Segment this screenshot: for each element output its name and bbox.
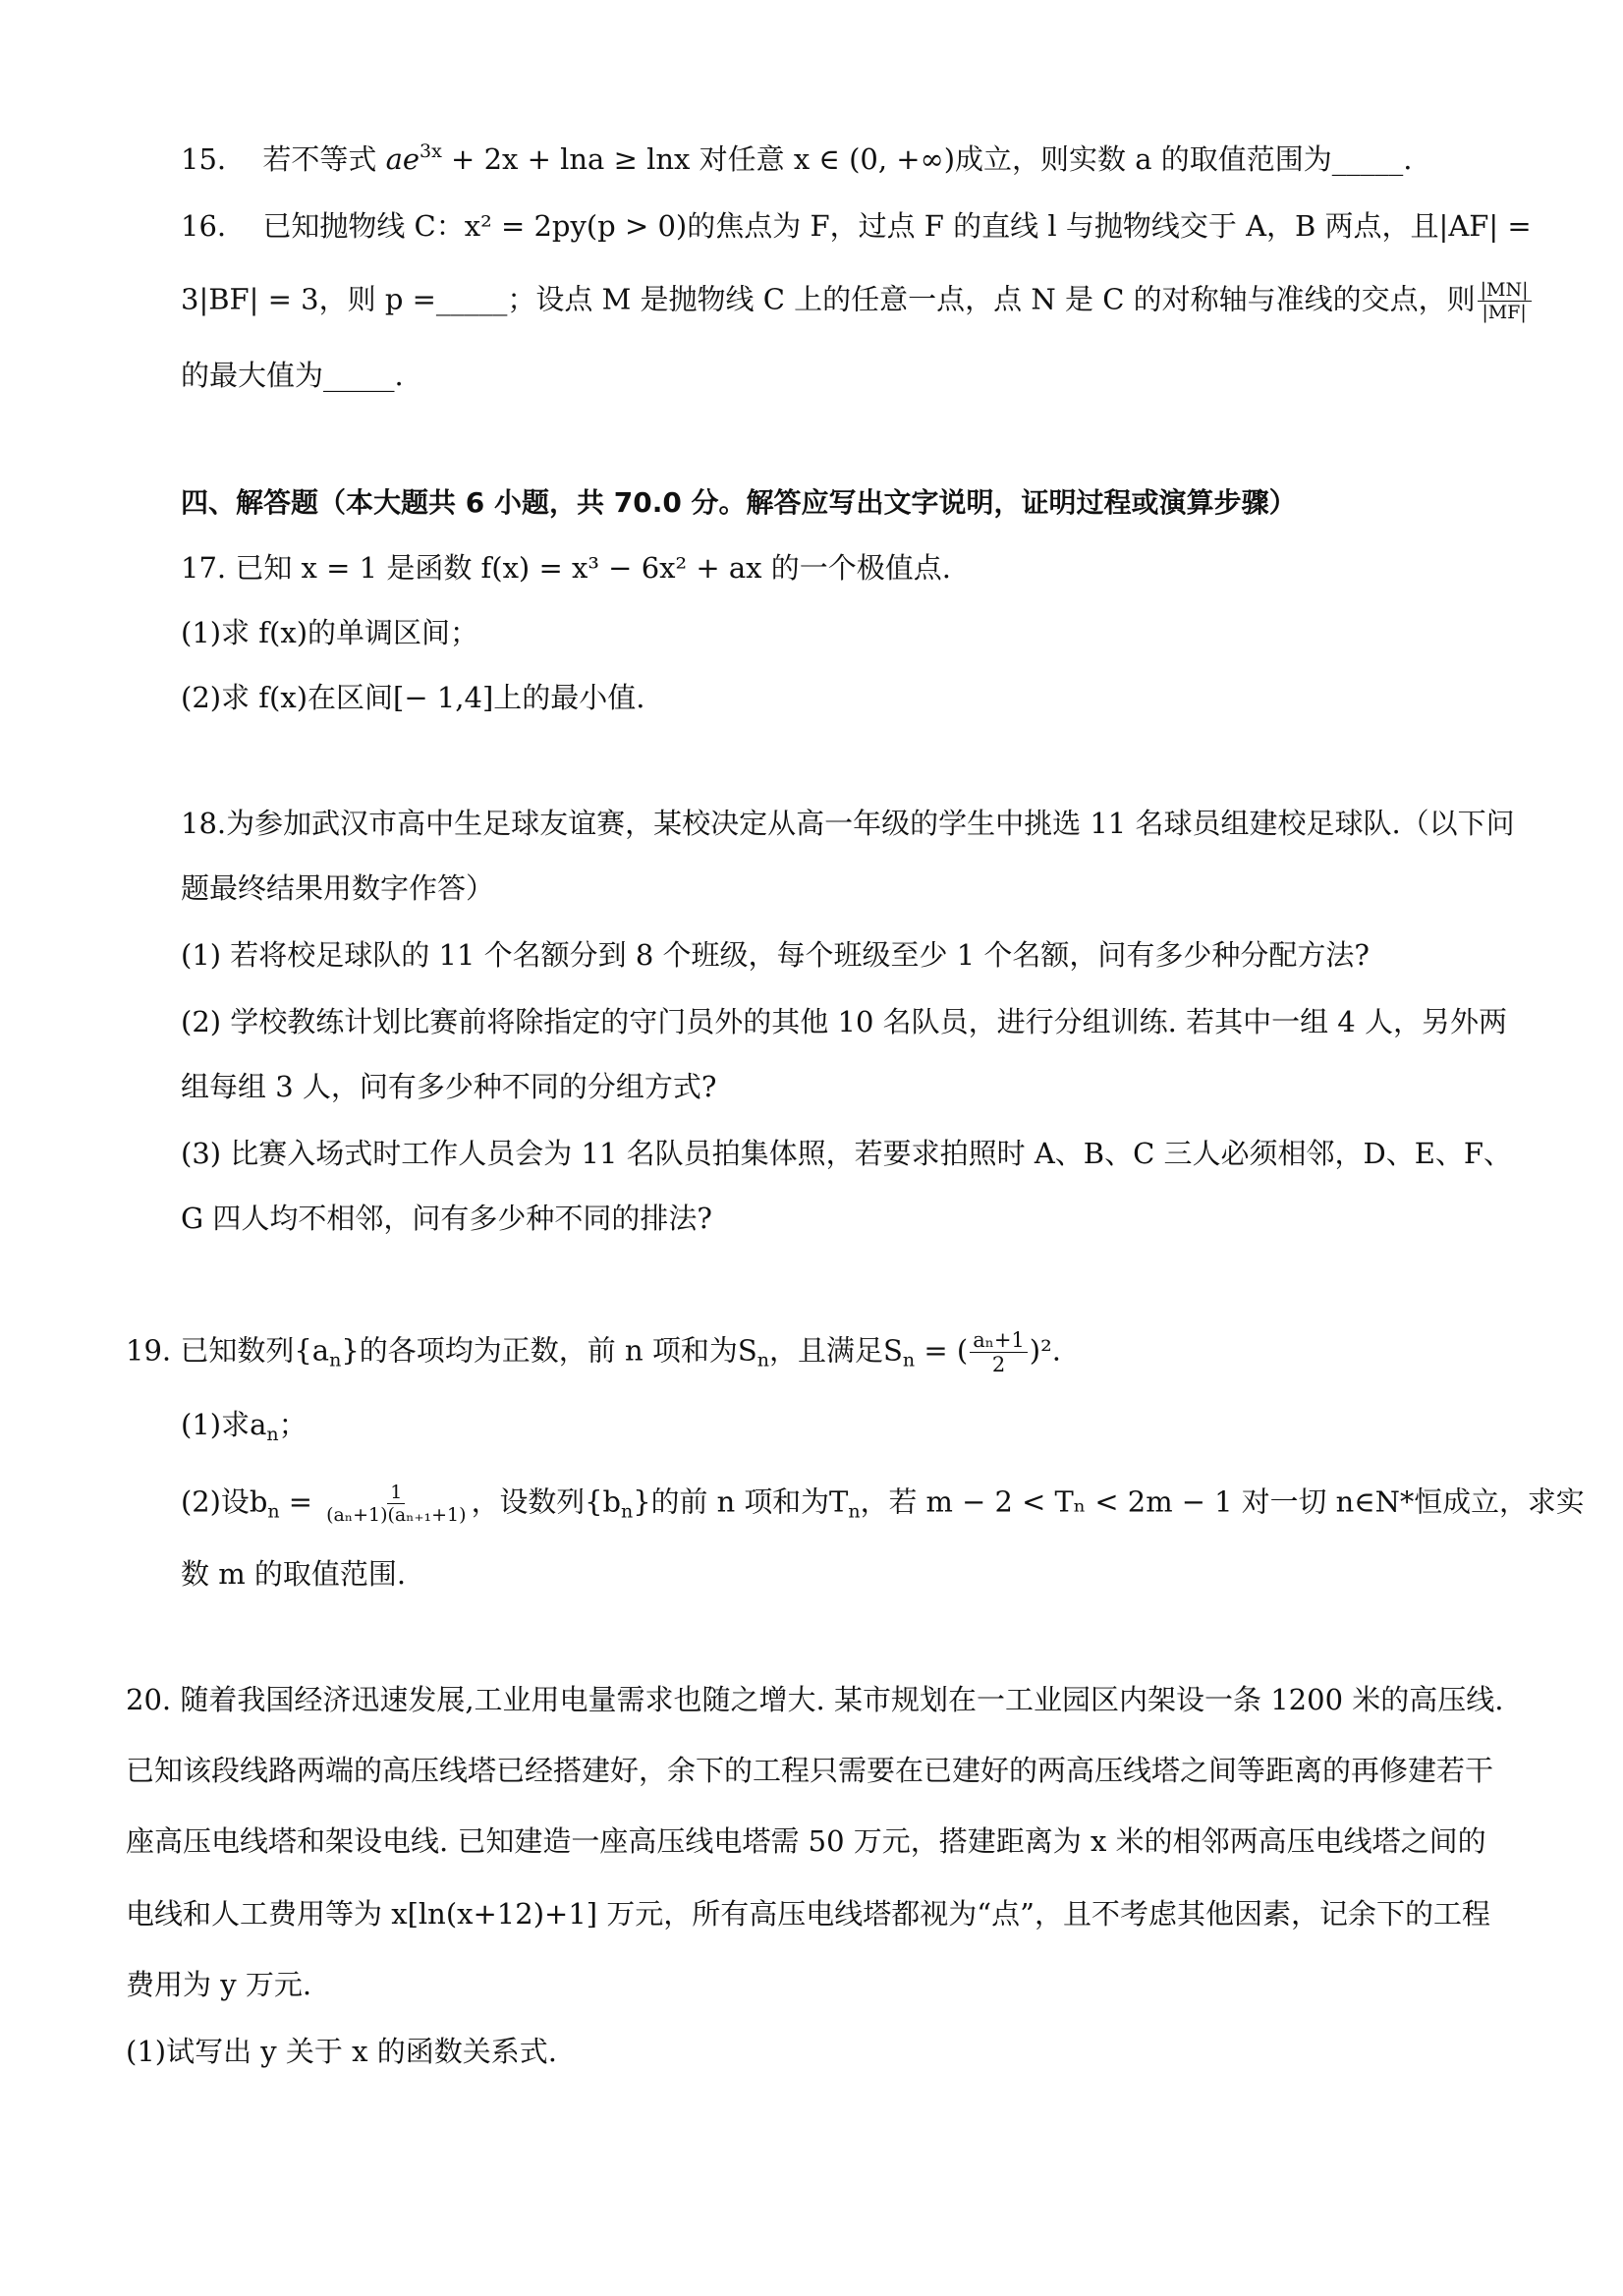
q15-number: 15.: [181, 142, 227, 176]
q20-line-4: 电线和人工费用等为 x[ln(x+12)+1] 万元，所有高压电线塔都视为“点”，且不考虑其他因素，记余下的工程: [126, 1897, 1490, 1931]
q15-expr: $ae^{3x}$: [385, 140, 442, 176]
q17-part-2: (2)求 f(x)在区间[− 1,4]上的最小值.: [181, 681, 645, 714]
q16-text-1: 已知抛物线 C：x² = 2py(p > 0)的焦点为 F，过点 F 的直线 l 与抛物线交于 A，B 两点，且|AF| =: [262, 209, 1532, 243]
q19-part-2-line-2: 数 m 的取值范围.: [181, 1557, 407, 1591]
q18-part-3b: G 四人均不相邻，问有多少种不同的排法?: [181, 1202, 712, 1235]
q18-stem-1: 18.为参加武汉市高中生足球友谊赛，某校决定从高一年级的学生中挑选 11 名球员组建校足球队.（以下问: [181, 807, 1515, 840]
q17-stem: 17. 已知 x = 1 是函数 f(x) = x³ − 6x² + ax 的一个极值点.: [181, 551, 951, 585]
q20-line-3: 座高压电线塔和架设电线. 已知建造一座高压线电塔需 50 万元，搭建距离为 x 米的相邻两高压电线塔之间的: [126, 1824, 1486, 1858]
q15-text-a: 若不等式: [262, 142, 386, 176]
q19-stem-fraction: $\frac{\text{aₙ+1}}{2}$: [970, 1328, 1028, 1376]
q16-number: 16.: [181, 209, 227, 243]
q18-part-3a: (3) 比赛入场式时工作人员会为 11 名队员拍集体照，若要求拍照时 A、B、C 三人必须相邻，D、E、F、: [181, 1137, 1513, 1170]
q20-line-1: 20. 随着我国经济迅速发展,工业用电量需求也随之增大. 某市规划在一工业园区内架设一条 1200 米的高压线.: [126, 1683, 1504, 1716]
q15-text-b: + 2x + lna ≥ lnx 对任意 x ∈ (0, +∞)成立，则实数 a 的取值范围为_____.: [441, 142, 1413, 176]
q16-line-1: [181, 208, 1532, 244]
q20-line-2: 已知该段线路两端的高压线塔已经搭建好，余下的工程只需要在已建好的两高压线塔之间等距离的再修建若干: [126, 1754, 1494, 1787]
q18-part-2a: (2) 学校教练计划比赛前将除指定的守门员外的其他 10 名队员，进行分组训练. 若其中一组 4 人，另外两: [181, 1005, 1507, 1038]
q17-part-1: (1)求 f(x)的单调区间；: [181, 616, 479, 649]
q20-line-5: 费用为 y 万元.: [126, 1968, 312, 2001]
q20-part-1: (1)试写出 y 关于 x 的函数关系式.: [126, 2035, 557, 2068]
q16-fraction: $\frac{|MN|}{|MF|}$: [1478, 279, 1532, 323]
q19-part-1: (1)求$a_n$；: [181, 1408, 308, 1445]
section-heading: 四、解答题（本大题共 6 小题，共 70.0 分。解答应写出文字说明，证明过程或演算步骤）: [181, 486, 1297, 519]
q15-line: [181, 141, 1413, 177]
q18-stem-2: 题最终结果用数字作答）: [181, 871, 495, 905]
q19-part-2: (2)设$b_n$ = $\frac{1}{\text{(aₙ+1)(aₙ₊₁+1)}}$ ，设数列$\{b_n\}$的前 n 项和为$T_n$，若 m − 2 < Tₙ < 2m − 1 对一切 n∈N*恒成立，求实: [181, 1482, 1585, 1526]
q16-line-3: 的最大值为_____.: [181, 359, 404, 392]
q16-line-2: [181, 279, 1534, 323]
q18-part-2b: 组每组 3 人，问有多少种不同的分组方式?: [181, 1070, 717, 1103]
q18-part-1: (1) 若将校足球队的 11 个名额分到 8 个班级，每个班级至少 1 个名额，问有多少种分配方法?: [181, 938, 1370, 972]
q19-stem: 19. 已知数列$\{a_n\}$的各项均为正数，前 n 项和为$S_n$，且满足$S_n$ = ( $\frac{\text{aₙ+1}}{2}$ )².: [126, 1328, 1061, 1376]
q16-text-2: 3|BF| = 3，则 p =_____；设点 M 是抛物线 C 上的任意一点，点 N 是 C 的对称轴与准线的交点，则: [181, 282, 1476, 316]
q19-part-2-fraction: $\frac{1}{\text{(aₙ+1)(aₙ₊₁+1)}}$: [326, 1482, 467, 1526]
